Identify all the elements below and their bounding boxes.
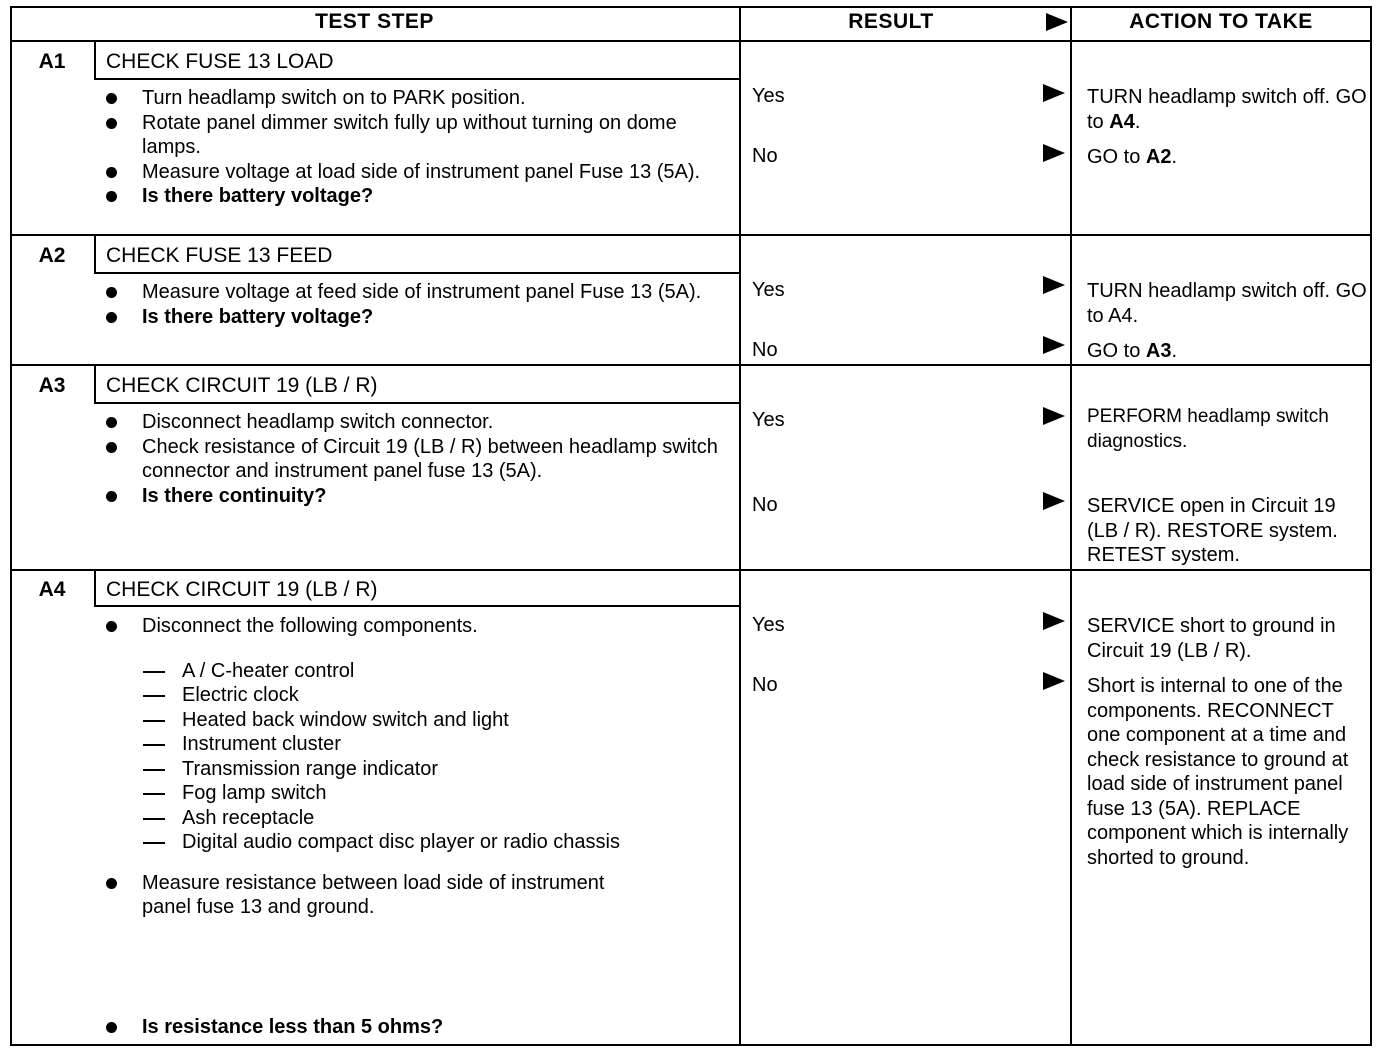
arrow-icon bbox=[1043, 672, 1065, 690]
list-item: Is there battery voltage? bbox=[106, 184, 726, 209]
action-text: SERVICE open in Circuit 19 (LB / R). RESTORE system. RETEST system. bbox=[1087, 495, 1338, 566]
header-result: RESULT bbox=[848, 10, 934, 33]
component-item: Electric clock bbox=[106, 683, 726, 708]
title-underline bbox=[94, 605, 739, 607]
result-yes: Yes bbox=[752, 85, 785, 107]
row-divider bbox=[10, 569, 1372, 571]
title-underline bbox=[94, 272, 739, 274]
bullet-icon bbox=[106, 167, 117, 178]
table-top-border bbox=[10, 6, 1372, 8]
component-item: Heated back window switch and light bbox=[106, 708, 726, 733]
table-left-border bbox=[10, 6, 12, 1046]
list-item: Disconnect the following components. bbox=[106, 614, 726, 639]
result-column-divider bbox=[739, 6, 741, 1046]
arrow-icon bbox=[1043, 336, 1065, 354]
step-instructions bbox=[106, 614, 726, 920]
list-item: Rotate panel dimmer switch fully up without turning on dome lamps. bbox=[106, 111, 726, 160]
result-yes: Yes bbox=[752, 279, 785, 301]
title-underline bbox=[94, 78, 739, 80]
list-item: Disconnect headlamp switch connector. bbox=[106, 410, 726, 435]
component-item: A / C-heater control bbox=[106, 659, 726, 684]
list-item: Is there continuity? bbox=[106, 484, 726, 509]
bullet-icon bbox=[106, 93, 117, 104]
component-item: Ash receptacle bbox=[106, 806, 726, 831]
code-divider bbox=[94, 366, 96, 402]
step-code: A2 bbox=[38, 244, 66, 267]
list-item: Measure voltage at load side of instrument panel Fuse 13 (5A). bbox=[106, 160, 726, 185]
bullet-icon bbox=[106, 287, 117, 298]
list-item: Check resistance of Circuit 19 (LB / R) between headlamp switch connector and instrument panel fuse 13 (5A). bbox=[106, 435, 726, 484]
action-text: SERVICE short to ground in Circuit 19 (LB / R). bbox=[1087, 615, 1336, 662]
bullet-icon bbox=[106, 878, 117, 889]
header-bottom-border bbox=[10, 40, 1372, 42]
step-title: CHECK FUSE 13 FEED bbox=[106, 244, 333, 267]
action-text: Short is internal to one of the components. RECONNECT one component at a time and check resistance to ground at load side of instrument panel fuse 13 (5A). REPLACE component which is internally shorted to ground. bbox=[1087, 675, 1349, 869]
bullet-icon bbox=[106, 491, 117, 502]
component-item: Instrument cluster bbox=[106, 732, 726, 757]
step-code: A3 bbox=[38, 374, 66, 397]
step-title: CHECK CIRCUIT 19 (LB / R) bbox=[106, 374, 378, 397]
action-text: GO to A3. bbox=[1087, 340, 1178, 362]
action-text: TURN headlamp switch off. GO to A4. bbox=[1087, 280, 1367, 327]
arrow-icon bbox=[1043, 407, 1065, 425]
step-instructions bbox=[106, 280, 726, 329]
action-text: PERFORM headlamp switch diagnostics. bbox=[1087, 406, 1329, 452]
list-item: Is there battery voltage? bbox=[106, 305, 726, 330]
list-item: Measure resistance between load side of instrument panel fuse 13 and ground. bbox=[106, 871, 612, 920]
step-title: CHECK FUSE 13 LOAD bbox=[106, 50, 334, 73]
bullet-icon bbox=[106, 621, 117, 632]
title-underline bbox=[94, 402, 739, 404]
bullet-icon bbox=[106, 1022, 117, 1033]
result-yes: Yes bbox=[752, 409, 785, 431]
component-item: Transmission range indicator bbox=[106, 757, 726, 782]
bullet-icon bbox=[106, 417, 117, 428]
arrow-icon bbox=[1043, 492, 1065, 510]
dash-icon bbox=[143, 744, 165, 746]
arrow-icon bbox=[1043, 84, 1065, 102]
step-question bbox=[106, 1015, 726, 1040]
action-column-divider bbox=[1070, 6, 1072, 1046]
component-item: Digital audio compact disc player or radio chassis bbox=[106, 830, 662, 855]
step-title: CHECK CIRCUIT 19 (LB / R) bbox=[106, 578, 378, 601]
bullet-icon bbox=[106, 191, 117, 202]
row-divider bbox=[10, 364, 1372, 366]
dash-icon bbox=[143, 769, 165, 771]
arrow-icon bbox=[1043, 144, 1065, 162]
dash-icon bbox=[143, 793, 165, 795]
code-divider bbox=[94, 42, 96, 78]
dash-icon bbox=[143, 842, 165, 844]
bullet-icon bbox=[106, 312, 117, 323]
bullet-icon bbox=[106, 118, 117, 129]
header-action: ACTION TO TAKE bbox=[1129, 10, 1313, 33]
header-test-step: TEST STEP bbox=[315, 10, 434, 33]
step-code: A4 bbox=[38, 578, 66, 601]
list-item: Measure voltage at feed side of instrument panel Fuse 13 (5A). bbox=[106, 280, 726, 305]
result-no: No bbox=[752, 339, 778, 361]
dash-icon bbox=[143, 818, 165, 820]
dash-icon bbox=[143, 671, 165, 673]
dash-icon bbox=[143, 695, 165, 697]
dash-icon bbox=[143, 720, 165, 722]
step-instructions bbox=[106, 86, 726, 209]
list-item: Turn headlamp switch on to PARK position. bbox=[106, 86, 726, 111]
component-item: Fog lamp switch bbox=[106, 781, 726, 806]
list-item: Is resistance less than 5 ohms? bbox=[106, 1015, 726, 1040]
step-instructions bbox=[106, 410, 726, 508]
arrow-icon bbox=[1043, 612, 1065, 630]
action-text: TURN headlamp switch off. GO to A4. bbox=[1087, 86, 1367, 133]
table-bottom-border bbox=[10, 1044, 1372, 1046]
step-code: A1 bbox=[38, 50, 66, 73]
bullet-icon bbox=[106, 442, 117, 453]
arrow-icon bbox=[1043, 276, 1065, 294]
result-no: No bbox=[752, 674, 778, 696]
code-divider bbox=[94, 236, 96, 272]
result-no: No bbox=[752, 494, 778, 516]
row-divider bbox=[10, 234, 1372, 236]
code-divider bbox=[94, 571, 96, 607]
diagnostic-table bbox=[10, 6, 1372, 1046]
action-text: GO to A2. bbox=[1087, 146, 1178, 168]
result-yes: Yes bbox=[752, 614, 785, 636]
header-arrow-icon bbox=[1046, 13, 1068, 31]
result-no: No bbox=[752, 145, 778, 167]
